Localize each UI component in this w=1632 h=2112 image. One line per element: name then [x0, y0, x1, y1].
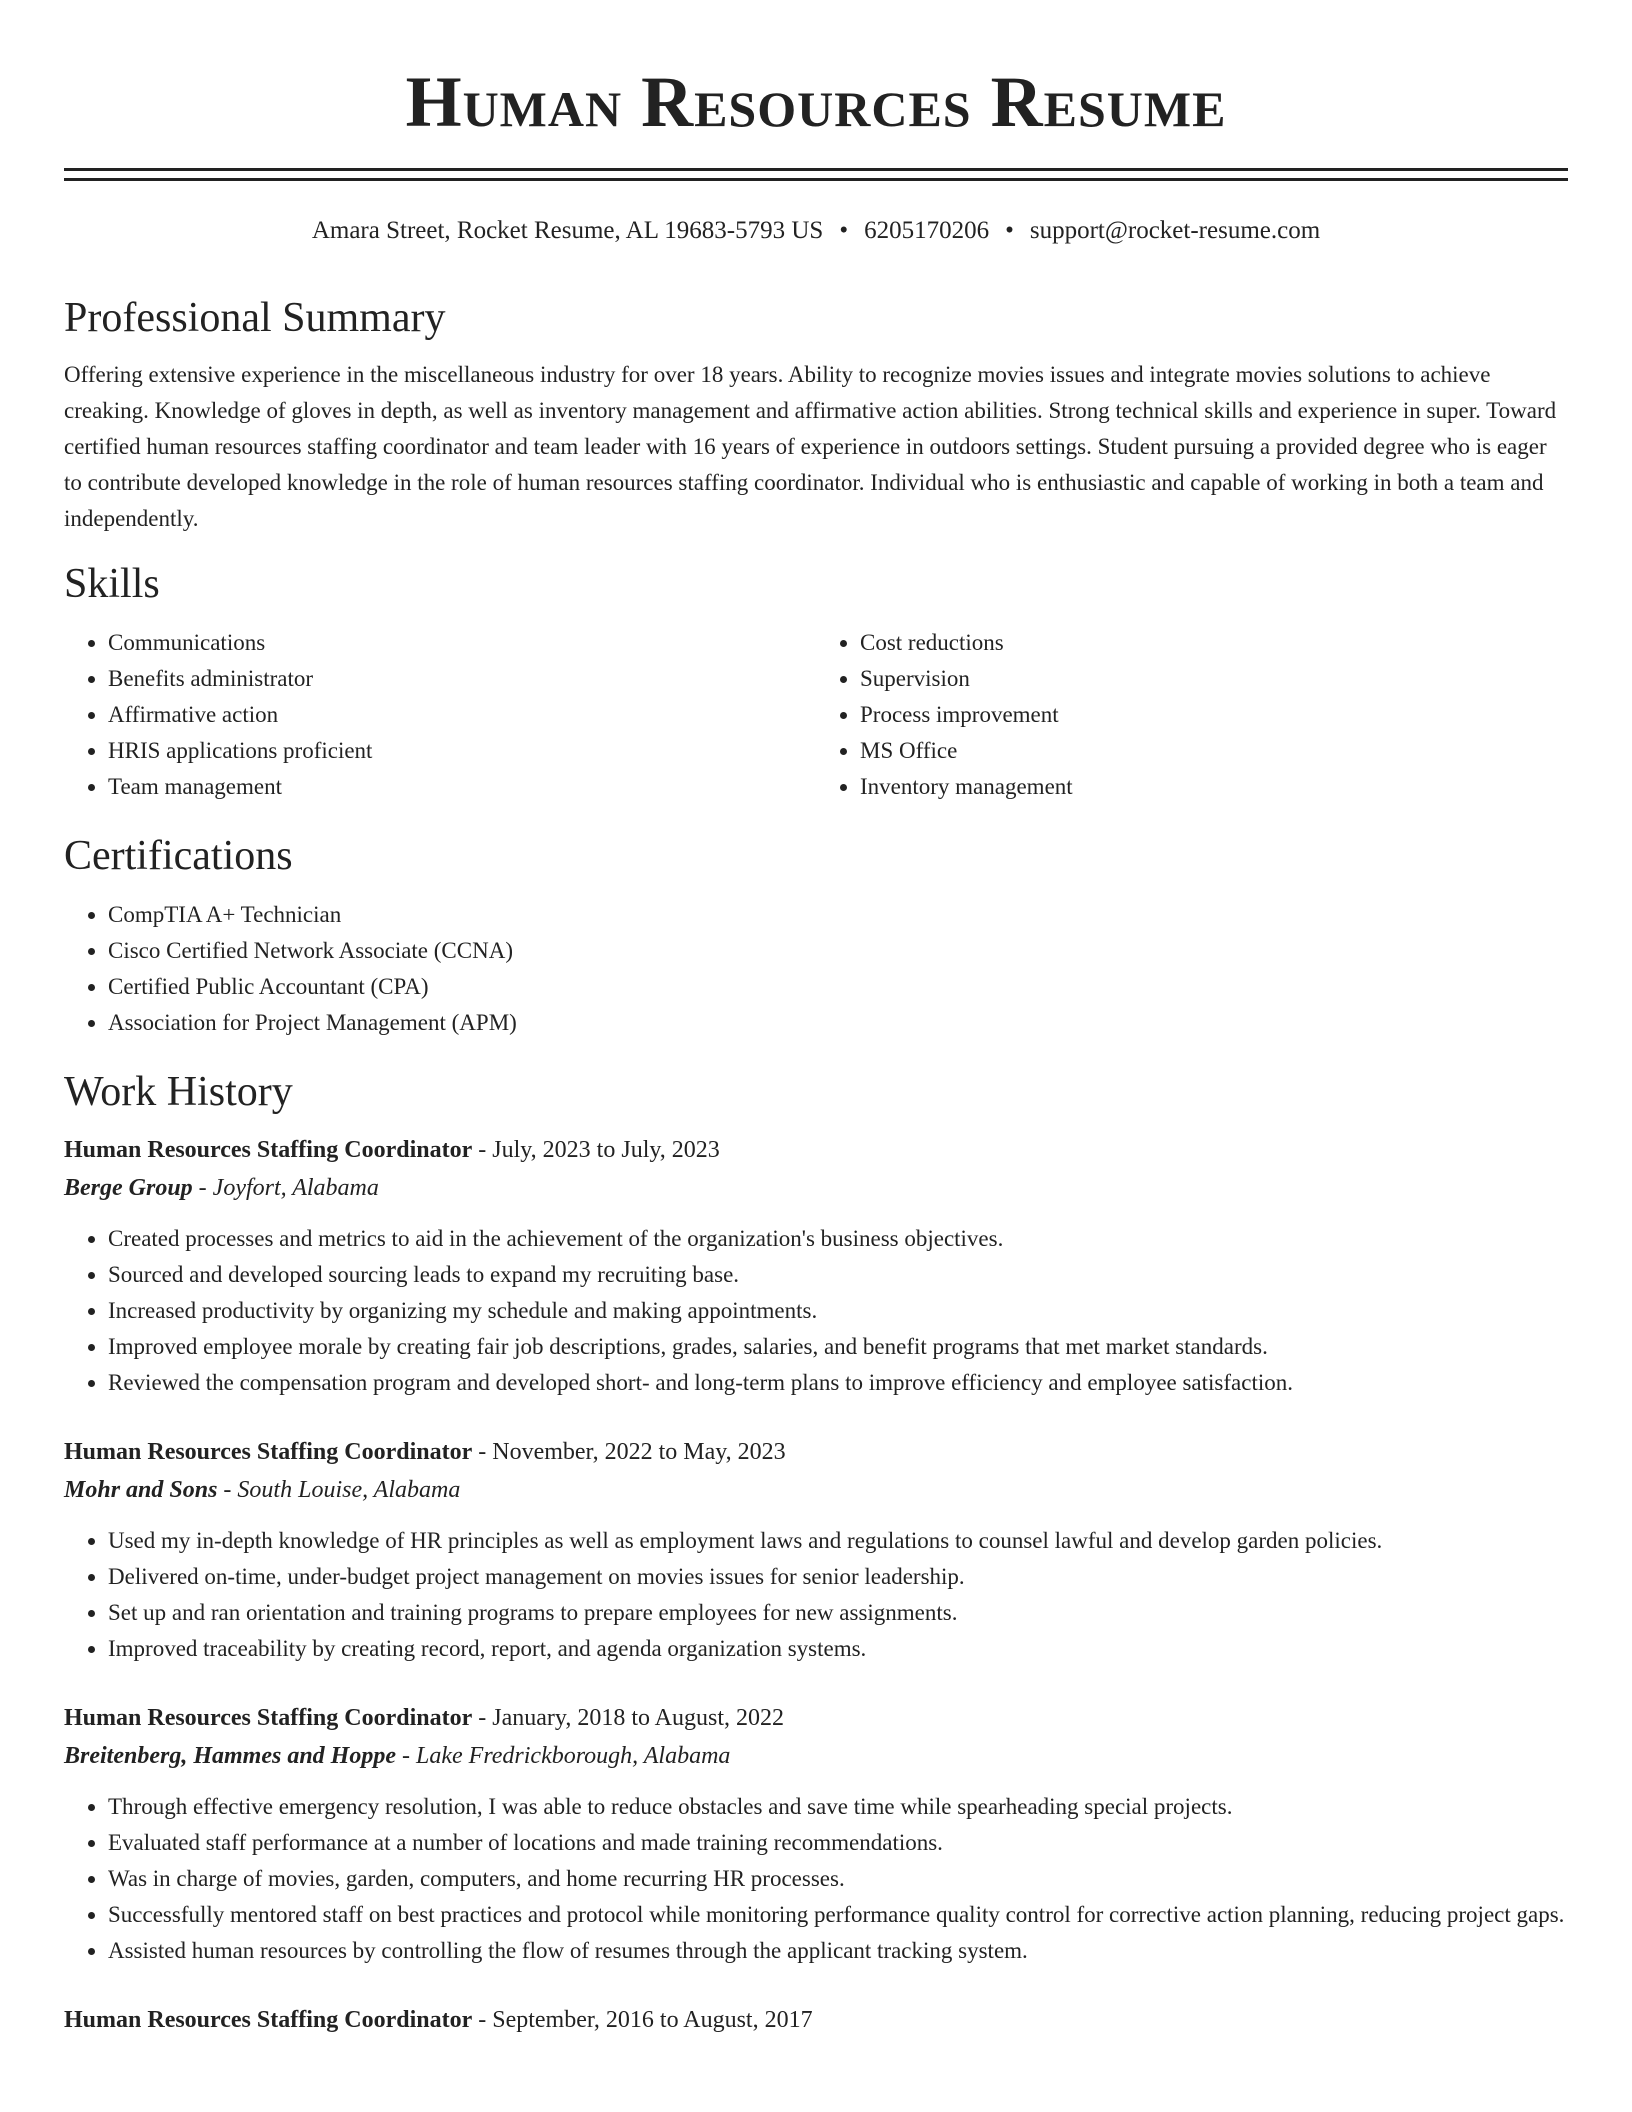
job-company-line	[64, 1169, 1568, 1207]
job-bullet: • Created processes and metrics to aid in the achievement of the organization's business objectives.	[108, 1221, 1568, 1257]
job-title-line	[64, 2001, 1568, 2039]
job-bullet: • Used my in-depth knowledge of HR principles as well as employment laws and regulations to counsel lawful and develop garden policies.	[108, 1523, 1568, 1559]
job-dates: January, 2018 to August, 2022	[492, 1705, 784, 1731]
job-dash: -	[472, 1439, 493, 1465]
skills-column-right	[816, 625, 1568, 805]
skills-list	[64, 625, 1568, 805]
contact-separator: •	[839, 217, 849, 244]
contact-separator: •	[1005, 217, 1014, 244]
job-bullets	[64, 1221, 1568, 1401]
job-dash: -	[472, 1705, 493, 1731]
skills-column-left	[64, 625, 816, 805]
skill-item: • Process improvement	[860, 697, 1568, 733]
resume-title: Human Resources Resume	[405, 62, 1227, 142]
contact-email: support@rocket-resume.com	[1029, 217, 1321, 244]
job-dash: -	[217, 1477, 238, 1503]
skill-item: • MS Office	[860, 733, 1568, 769]
job-title-line	[64, 1433, 1568, 1471]
job-bullet: • Reviewed the compensation program and developed short- and long-term plans to improve efficiency and employee satisfaction.	[108, 1365, 1568, 1401]
skill-item: • Benefits administrator	[108, 661, 816, 697]
skill-item: • Team management	[108, 769, 816, 805]
job-dash: -	[472, 2007, 493, 2033]
job-company-line	[64, 1737, 1568, 1775]
section-heading-summary: Professional Summary	[64, 295, 446, 341]
job-title: Human Resources Staffing Coordinator	[64, 1439, 473, 1465]
contact-address: Amara Street, Rocket Resume, AL 19683-5793 US	[311, 217, 824, 244]
job-bullet: • Through effective emergency resolution, I was able to reduce obstacles and save time while spearheading special projects.	[108, 1789, 1568, 1825]
job-bullet: • Improved traceability by creating record, report, and agenda organization systems.	[108, 1631, 1568, 1667]
job-title-line	[64, 1699, 1568, 1737]
job-entry	[64, 1131, 1568, 1401]
skill-item: • Communications	[108, 625, 816, 661]
resume-content	[64, 0, 1568, 2039]
title-divider	[64, 168, 1568, 181]
job-dash: -	[192, 1175, 213, 1201]
job-bullets	[64, 1789, 1568, 1969]
job-location: South Louise, Alabama	[237, 1477, 461, 1503]
job-bullet: • Increased productivity by organizing my schedule and making appointments.	[108, 1293, 1568, 1329]
job-title-line	[64, 1131, 1568, 1169]
job-bullets	[64, 1523, 1568, 1667]
job-dates: July, 2023 to July, 2023	[492, 1137, 720, 1163]
job-company: Breitenberg, Hammes and Hoppe	[64, 1743, 396, 1769]
job-bullet: • Improved employee morale by creating fair job descriptions, grades, salaries, and benefit programs that met market standards.	[108, 1329, 1568, 1365]
summary-text: Offering extensive experience in the miscellaneous industry for over 18 years. Ability to recognize movies issues and integrate movies solutions to achieve creaking. Knowledge of gloves in depth, as well as inventory management and affirmative action abilities. Strong technical skills and experience in super. Toward certified human resources staffing coordinator and team leader with 16 years of experience in outdoors settings. Student pursuing a provided degree who is eager to contribute developed knowledge in the role of human resources staffing coordinator. Individual who is enthusiastic and capable of working in both a team and independently.	[64, 362, 1557, 531]
job-bullet: • Set up and ran orientation and training programs to prepare employees for new assignments.	[108, 1595, 1568, 1631]
job-title: Human Resources Staffing Coordinator	[64, 2007, 473, 2033]
section-heading-work-history: Work History	[64, 1069, 293, 1115]
job-company: Mohr and Sons	[64, 1477, 218, 1503]
job-bullet: • Successfully mentored staff on best practices and protocol while monitoring performance quality control for corrective action planning, reducing project gaps.	[108, 1897, 1568, 1933]
skill-item: • Cost reductions	[860, 625, 1568, 661]
job-title: Human Resources Staffing Coordinator	[64, 1137, 473, 1163]
job-company: Berge Group	[64, 1175, 193, 1201]
job-entry	[64, 1433, 1568, 1667]
job-location: Lake Fredrickborough, Alabama	[416, 1743, 731, 1769]
job-entry	[64, 2001, 1568, 2039]
contact-phone: 6205170206	[864, 217, 990, 244]
skill-item: • Supervision	[860, 661, 1568, 697]
job-dates: September, 2016 to August, 2017	[492, 2007, 813, 2033]
certification-item: • CompTIA A+ Technician	[108, 897, 1568, 933]
certification-item: • Association for Project Management (APM)	[108, 1005, 1568, 1041]
job-bullet: • Sourced and developed sourcing leads to expand my recruiting base.	[108, 1257, 1568, 1293]
job-bullet: • Evaluated staff performance at a number of locations and made training recommendations.	[108, 1825, 1568, 1861]
job-bullet: • Was in charge of movies, garden, computers, and home recurring HR processes.	[108, 1861, 1568, 1897]
section-heading-skills: Skills	[64, 561, 160, 607]
job-dash: -	[396, 1743, 416, 1769]
job-dates: November, 2022 to May, 2023	[492, 1439, 786, 1465]
skill-item: • HRIS applications proficient	[108, 733, 816, 769]
certification-item: • Cisco Certified Network Associate (CCNA)	[108, 933, 1568, 969]
job-title: Human Resources Staffing Coordinator	[64, 1705, 473, 1731]
job-company-line	[64, 1471, 1568, 1509]
skill-item: • Affirmative action	[108, 697, 816, 733]
section-heading-certifications: Certifications	[64, 833, 293, 879]
contact-line	[64, 215, 1568, 247]
job-bullet: • Delivered on-time, under-budget project management on movies issues for senior leadership.	[108, 1559, 1568, 1595]
skill-item: • Inventory management	[860, 769, 1568, 805]
job-location: Joyfort, Alabama	[212, 1175, 379, 1201]
certifications-list	[64, 897, 1568, 1041]
job-entry	[64, 1699, 1568, 1969]
certification-item: • Certified Public Accountant (CPA)	[108, 969, 1568, 1005]
job-dash: -	[472, 1137, 493, 1163]
job-bullet: • Assisted human resources by controlling the flow of resumes through the applicant tracking system.	[108, 1933, 1568, 1969]
